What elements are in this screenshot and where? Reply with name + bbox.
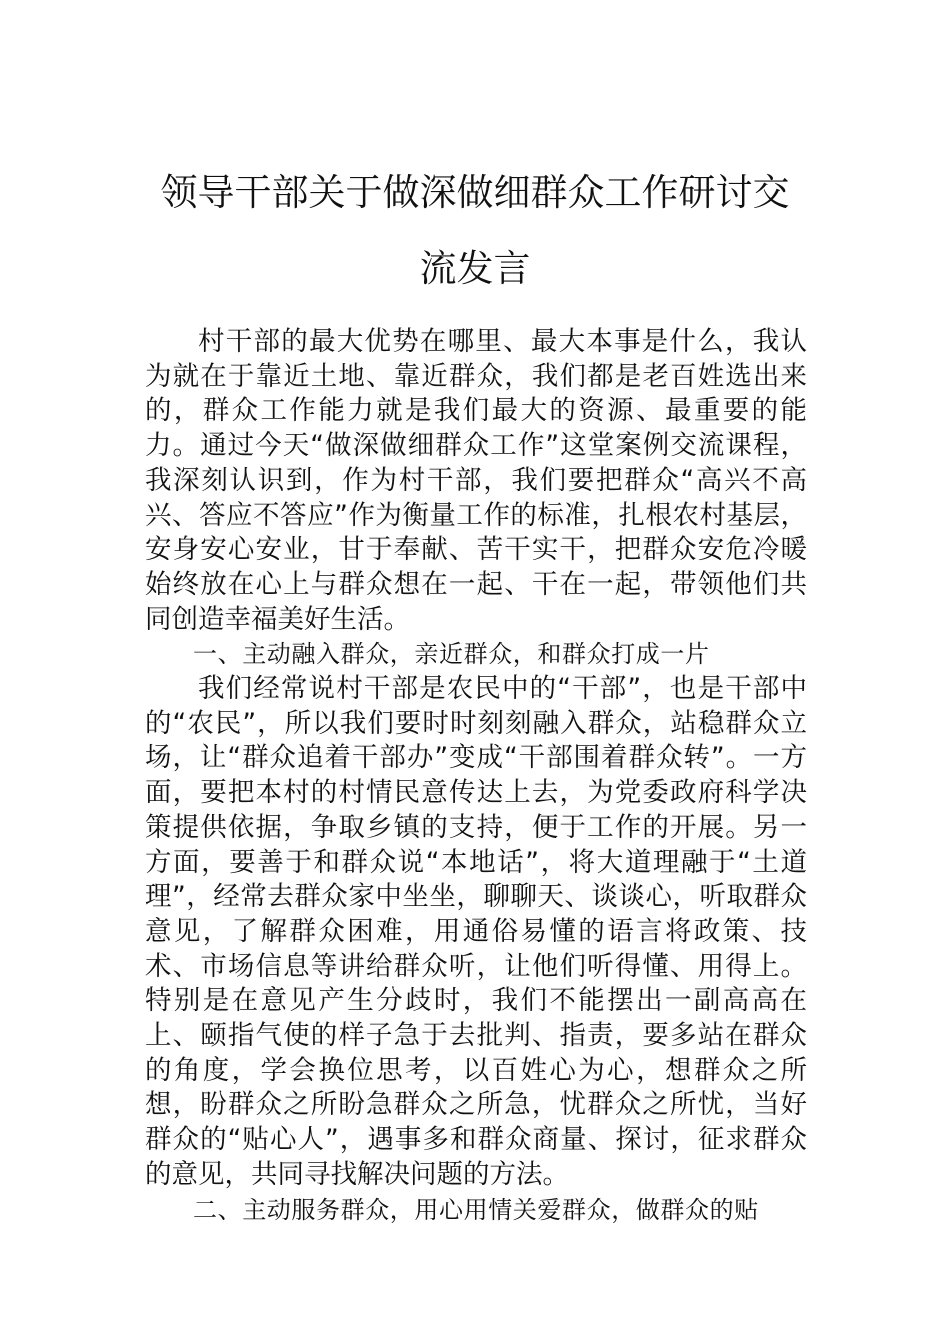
section-heading: 一、主动融入群众，亲近群众，和群众打成一片 [193,640,710,669]
paragraph: 村干部的最大优势在哪里、最大本事是什么，我认为就在于靠近土地、靠近群众，我们都是老百姓选出来的，群众工作能力就是我们最大的资源、最重要的能力。通过今天“做深做细群众工作”这堂案例交流课程，我深刻认识到，作为村干部，我们要把群众“高兴不高兴、答应不答应”作为衡量工作的标准，扎根农村基层，安身安心安业，甘于奉献、苦干实干，把群众安危冷暖始终放在心上与群众想在一起、干在一起，带领他们共同创造幸福美好生活。 [145,326,807,635]
paragraph: 我们经常说村干部是农民中的“干部”，也是干部中的“农民”，所以我们要时时刻刻融入群众，站稳群众立场，让“群众追着干部办”变成“干部围着群众转”。一方面，要把本村的村情民意传达上去，为党委政府科学决策提供依据，争取乡镇的支持，便于工作的开展。另一方面，要善于和群众说“本地话”，将大道理融于“土道理”，经常去群众家中坐坐，聊聊天、谈谈心，听取群众意见，了解群众困难，用通俗易懂的语言将政策、技术、市场信息等讲给群众听，让他们听得懂、用得上。特别是在意见产生分歧时，我们不能摆出一副高高在上、颐指气使的样子急于去批判、指责，要多站在群众的角度，学会换位思考，以百姓心为心，想群众之所想，盼群众之所盼急群众之所急，忧群众之所忧，当好群众的“贴心人”，遇事多和群众商量、探讨，征求群众的意见，共同寻找解决问题的方法。 [145,673,807,1190]
section-heading: 二、主动服务群众，用心用情关爱群众，做群众的贴 [193,1195,759,1224]
document-title: 领导干部关于做深做细群众工作研讨交流发言 [160,171,790,290]
document-body [145,325,807,1227]
